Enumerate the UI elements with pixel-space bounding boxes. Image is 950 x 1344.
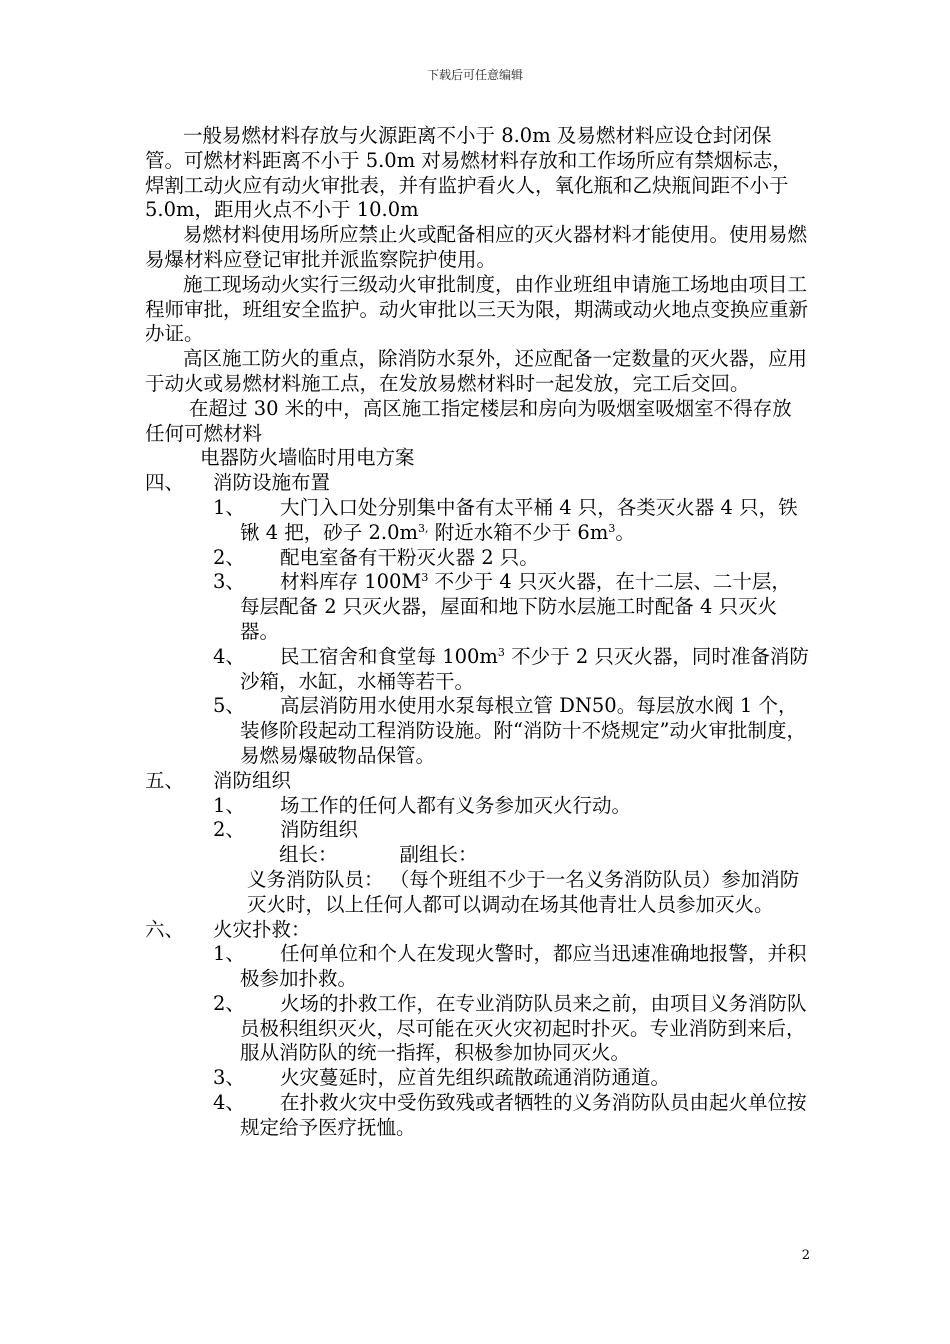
- list-item-number: 1、: [213, 495, 245, 519]
- paragraph-high-zone: 高区施工防火的重点，除消防水泵外，还应配备一定数量的灭火器，应用于动火或易燃材料施工点，在发放易燃材料时一起发放，完工后交回。: [145, 347, 808, 395]
- list-item-text: 任何单位和个人在发现火警时，都应当迅速准确地报警，并积极参加扑救。: [240, 942, 807, 991]
- leader-label: 组长：: [279, 843, 338, 867]
- paragraph-hot-work: 施工现场动火实行三级动火审批制度，由作业班组申请施工场地由项目工程师审批，班组安全监护。动火审批以三天为限，期满或动火地点变换应重新办证。: [145, 272, 809, 346]
- list-item: [145, 818, 810, 843]
- list-item-text: [240, 645, 810, 695]
- section-heading-6: [145, 918, 810, 943]
- list-item-number: 1、: [213, 793, 245, 817]
- text-run: 不少于 2 只灭火器，同时准备消防沙箱，水缸，水桶等若干。: [240, 644, 809, 693]
- deputy-label: 副组长：: [399, 843, 478, 867]
- section-number: 四、: [145, 471, 185, 495]
- list-item: [145, 992, 810, 1066]
- list-item-text: [240, 496, 810, 546]
- section-number: 五、: [145, 768, 185, 792]
- list-item: [145, 694, 810, 768]
- list-item-number: 2、: [213, 991, 245, 1015]
- text-run: 附近水箱不少于 6m: [428, 520, 609, 544]
- list-item: [145, 1091, 810, 1141]
- text-run: 民工宿舍和食堂每 100m: [280, 644, 498, 668]
- list-item-number: 4、: [213, 644, 245, 668]
- superscript: 3: [497, 645, 505, 659]
- list-item: [145, 570, 810, 644]
- list-item-number: 3、: [213, 1066, 245, 1090]
- text-run: 大门入口处分别集中备有太平桶 4 只，各类灭火器 4 只，铁锹 4 把，砂子 2.0m: [240, 495, 798, 544]
- list-item-text: [240, 570, 810, 644]
- list-item: [145, 942, 810, 992]
- list-item-number: 1、: [213, 942, 245, 966]
- list-item-text: 配电室备有干粉灭火器 2 只。: [280, 545, 539, 569]
- section-title: 消防设施布置: [213, 471, 331, 495]
- document-body: [145, 124, 810, 1141]
- list-item: [145, 1066, 810, 1091]
- list-item: [145, 546, 810, 571]
- text-run: 不少于 4 只灭火器，在十二层、二十层，每层配备 2 只灭火器，屋面和地下防水层施工时配备 4 只灭火器。: [240, 570, 791, 643]
- text-run: 材料库存 100M: [280, 570, 422, 594]
- list-item-text: 高层消防用水使用水泵每根立管 DN50。每层放水阀 1 个，装修阶段起动工程消防设施。附“消防十不烧规定”动火审批制度，易燃易爆破物品保管。: [240, 694, 806, 767]
- text-run: 。: [615, 520, 635, 544]
- page-number: 2: [801, 1248, 810, 1263]
- list-item-text: 火灾蔓延时，应首先组织疏散疏通消防通道。: [280, 1066, 671, 1090]
- paragraph-usage: 易燃材料使用场所应禁止火或配备相应的灭火器材料才能使用。使用易燃易爆材料应登记审批并派监察院护使用。: [145, 223, 808, 271]
- list-item-text: 在扑救火灾中受伤致残或者牺牲的义务消防队员由起火单位按规定给予医疗抚恤。: [240, 1091, 807, 1139]
- list-item-number: 3、: [213, 570, 245, 594]
- list-item: [145, 794, 810, 819]
- list-item-text: 场工作的任何人都有义务参加灭火行动。: [280, 793, 632, 817]
- superscript: 3: [608, 521, 616, 535]
- superscript: 3,: [418, 521, 429, 535]
- list-item: [145, 645, 810, 695]
- list-item-text: 火场的扑救工作，在专业消防队员来之前，由项目义务消防队员极积组织灭火，尽可能在灭火灾初起时扑灭。专业消防到来后，服从消防队的统一指挥，积极参加协同灭火。: [240, 991, 807, 1065]
- list-item-text: 消防组织: [280, 818, 359, 842]
- paragraph-electrical: 电器防火墙临时用电方案: [200, 446, 415, 470]
- page-header-note: 下载后可任意编辑: [426, 68, 523, 82]
- list-item: [145, 496, 810, 546]
- section-title: 火灾扑救：: [213, 917, 311, 941]
- superscript: 3: [421, 571, 429, 585]
- section-heading-4: [145, 471, 810, 496]
- list-item-number: 2、: [213, 818, 245, 842]
- leader-line: [145, 843, 810, 868]
- volunteer-paragraph: 义务消防队员： （每个班组不少于一名义务消防队员）参加消防灭火时，以上任何人都可以调动在场其他青壮人员参加灭火。: [247, 867, 800, 916]
- list-item-number: 2、: [213, 545, 245, 569]
- list-item-number: 4、: [213, 1091, 245, 1115]
- paragraph-smoking-room: 在超过 30 米的中，高区施工指定楼层和房向为吸烟室吸烟室不得存放任何可燃材料: [145, 396, 792, 445]
- section-title: 消防组织: [213, 768, 292, 792]
- section-number: 六、: [145, 917, 185, 941]
- section-heading-5: [145, 769, 810, 794]
- list-item-number: 5、: [213, 694, 245, 718]
- paragraph-storage: 一般易燃材料存放与火源距离不小于 8.0m 及易燃材料应设仓封闭保管。可燃材料距离不小于 5.0m 对易燃材料存放和工作场所应有禁烟标志，焊割工动火应有动火审批表，并有监护看火人，氧化瓶和乙炔瓶间距不小于 5.0m，距用火点不小于 10.0m: [145, 124, 792, 222]
